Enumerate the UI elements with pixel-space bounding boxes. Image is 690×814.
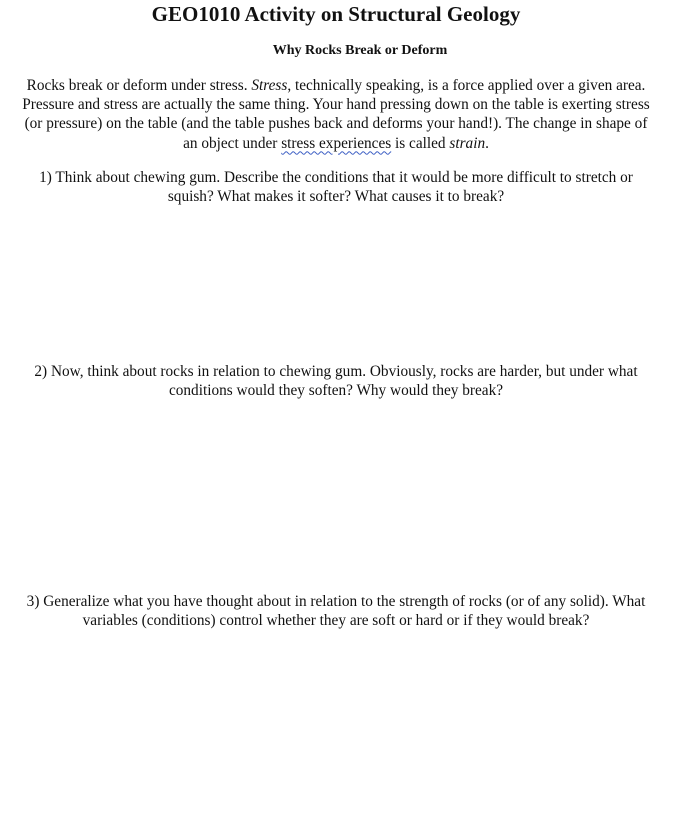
question-3: 3) Generalize what you have thought about in relation to the strength of rocks (or of any solid). What variables (conditions) control whether they are soft or hard or if they would break? <box>26 593 646 630</box>
intro-text-part: Rocks break or deform under stress. <box>26 77 252 94</box>
grammar-flagged-phrase[interactable]: stress experiences <box>281 134 392 152</box>
intro-paragraph <box>18 76 654 153</box>
question-2: 2) Now, think about rocks in relation to chewing gum. Obviously, rocks are harder, but under what conditions would they soften? Why would they break? <box>34 363 638 400</box>
question-1: 1) Think about chewing gum. Describe the conditions that it would be more difficult to stretch or squish? What makes it softer? What causes it to break? <box>39 169 633 206</box>
stress-term: Stress <box>251 77 288 94</box>
document-title: GEO1010 Activity on Structural Geology <box>151 2 521 26</box>
strain-term: strain <box>449 134 486 152</box>
answer-space-2[interactable] <box>18 405 654 585</box>
intro-text-part: , technically speaking, is a force applied over a given area. Pressure and stress are actually the same thing. Your hand pressing down on the table is exerting stress (or pressure) on the table (and the table pushes back and deforms your hand!). The change in shape of an object under <box>22 77 650 152</box>
intro-text-part: is called <box>391 134 450 152</box>
answer-space-1[interactable] <box>18 212 654 357</box>
answer-space-3[interactable] <box>18 635 654 805</box>
intro-text-part: . <box>485 134 489 152</box>
section-heading: Why Rocks Break or Deform <box>272 43 448 58</box>
